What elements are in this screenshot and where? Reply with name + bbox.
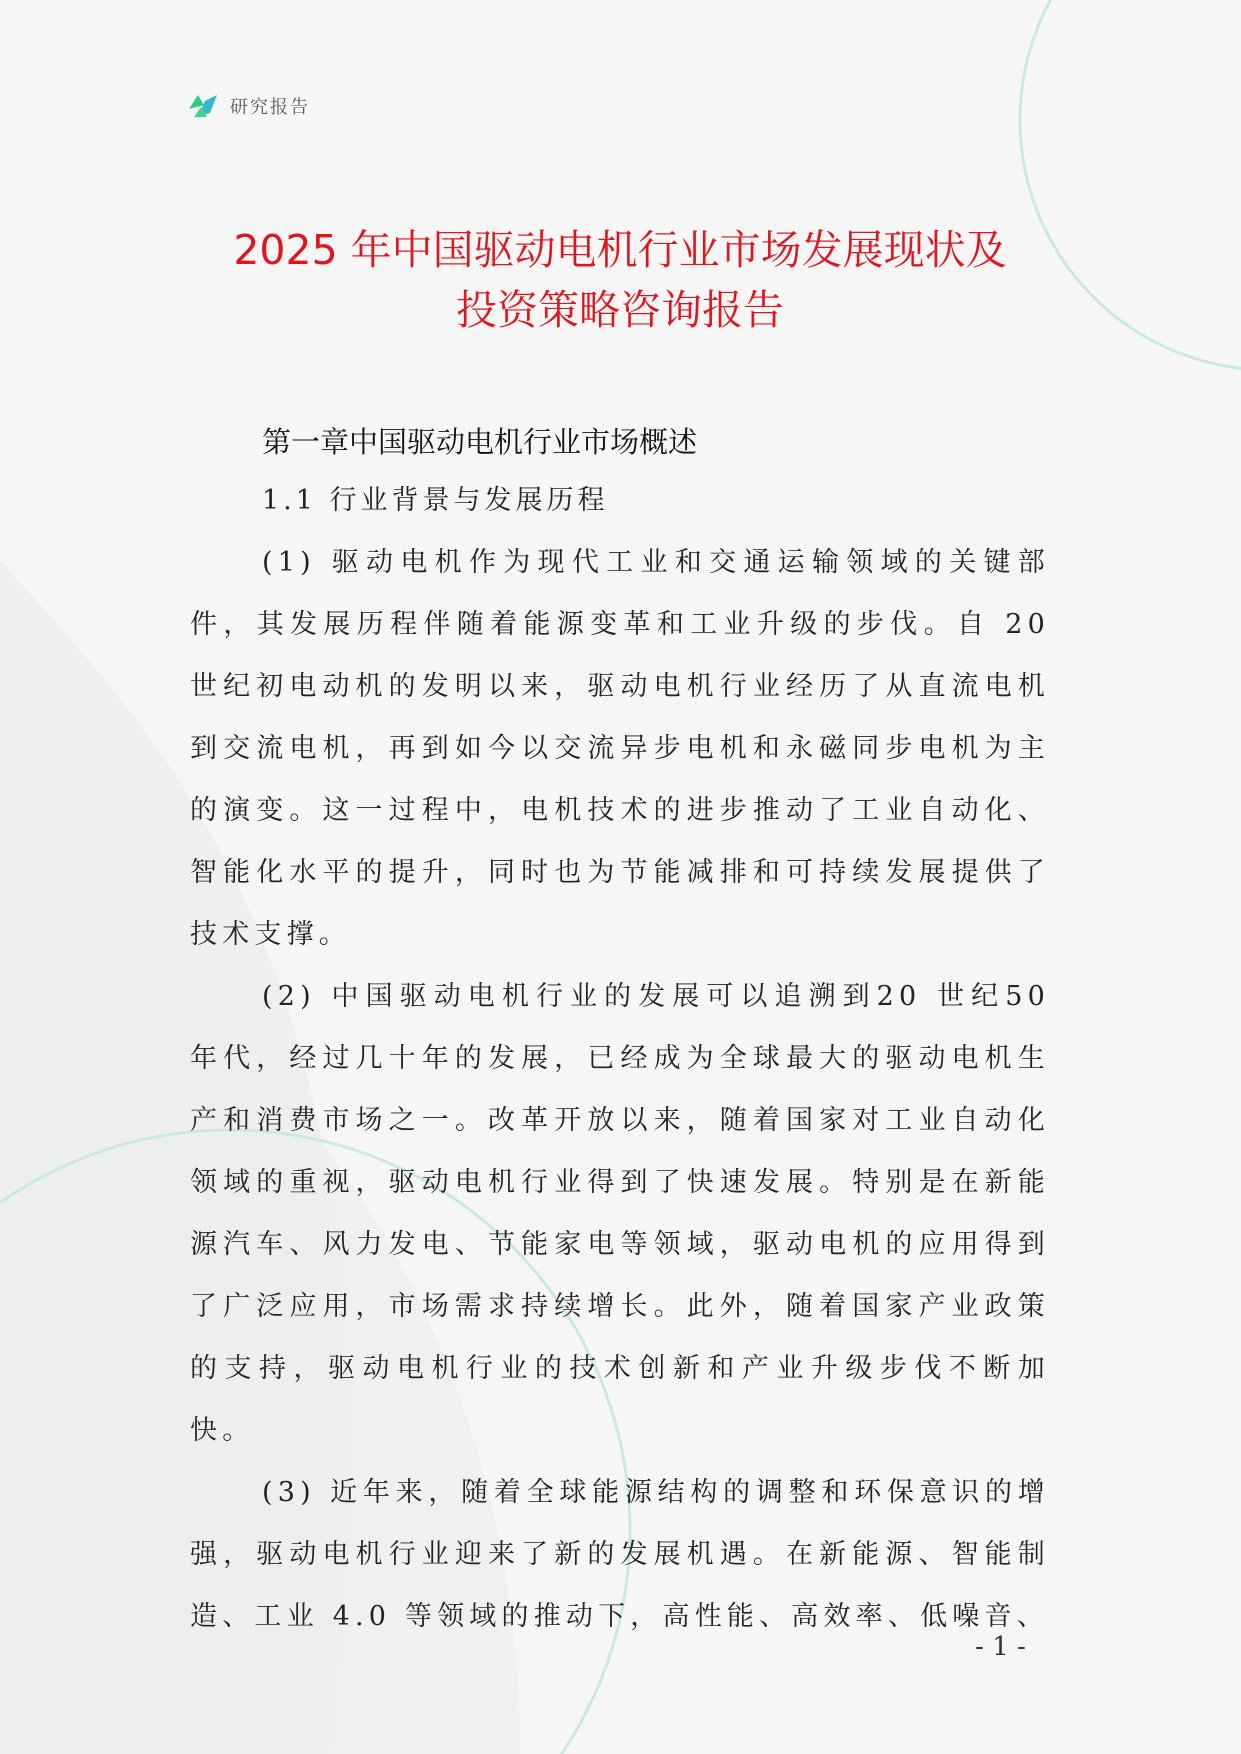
report-title-line-2: 投资策略咨询报告 [456, 286, 784, 334]
paragraph-2: (2) 中国驱动电机行业的发展可以追溯到20 世纪50 年代，经过几十年的发展，已经成为全球最大的驱动电机生产和消费市场之一。改革开放以来，随着国家对工业自动化领域的重视，驱动电机行业得到了快速发展。特别是在新能源汽车、风力发电、节能家电等领域，驱动电机的应用得到了广泛应用，市场需求持续增长。此外，随着国家产业政策的支持，驱动电机行业的技术创新和产业升级步伐不断加快。 [190, 981, 1050, 1446]
brand-label: 研究报告 [230, 97, 310, 118]
section-heading: 1.1 行业背景与发展历程 [262, 485, 609, 516]
report-title [150, 220, 1090, 340]
paragraph-1: (1) 驱动电机作为现代工业和交通运输领域的关键部件，其发展历程伴随着能源变革和工业升级的步伐。自 20 世纪初电动机的发明以来，驱动电机行业经历了从直流电机到交流电机，再到如今以交流异步电机和永磁同步电机为主的演变。这一过程中，电机技术的进步推动了工业自动化、智能化水平的提升，同时也为节能减排和可持续发展提供了技术支撑。 [190, 547, 1050, 950]
brand-logo-icon [186, 89, 220, 123]
paragraph-3: (3) 近年来，随着全球能源结构的调整和环保意识的增强，驱动电机行业迎来了新的发展机遇。在新能源、智能制造、工业 4.0 等领域的推动下，高性能、高效率、低噪音、 [190, 1477, 1050, 1632]
report-body [190, 414, 1050, 1648]
chapter-heading: 第一章中国驱动电机行业市场概述 [262, 425, 698, 459]
report-brand [186, 88, 310, 124]
report-title-line-1: 2025 年中国驱动电机行业市场发展现状及 [233, 226, 1007, 274]
page-number: - 1 - [975, 1632, 1026, 1662]
